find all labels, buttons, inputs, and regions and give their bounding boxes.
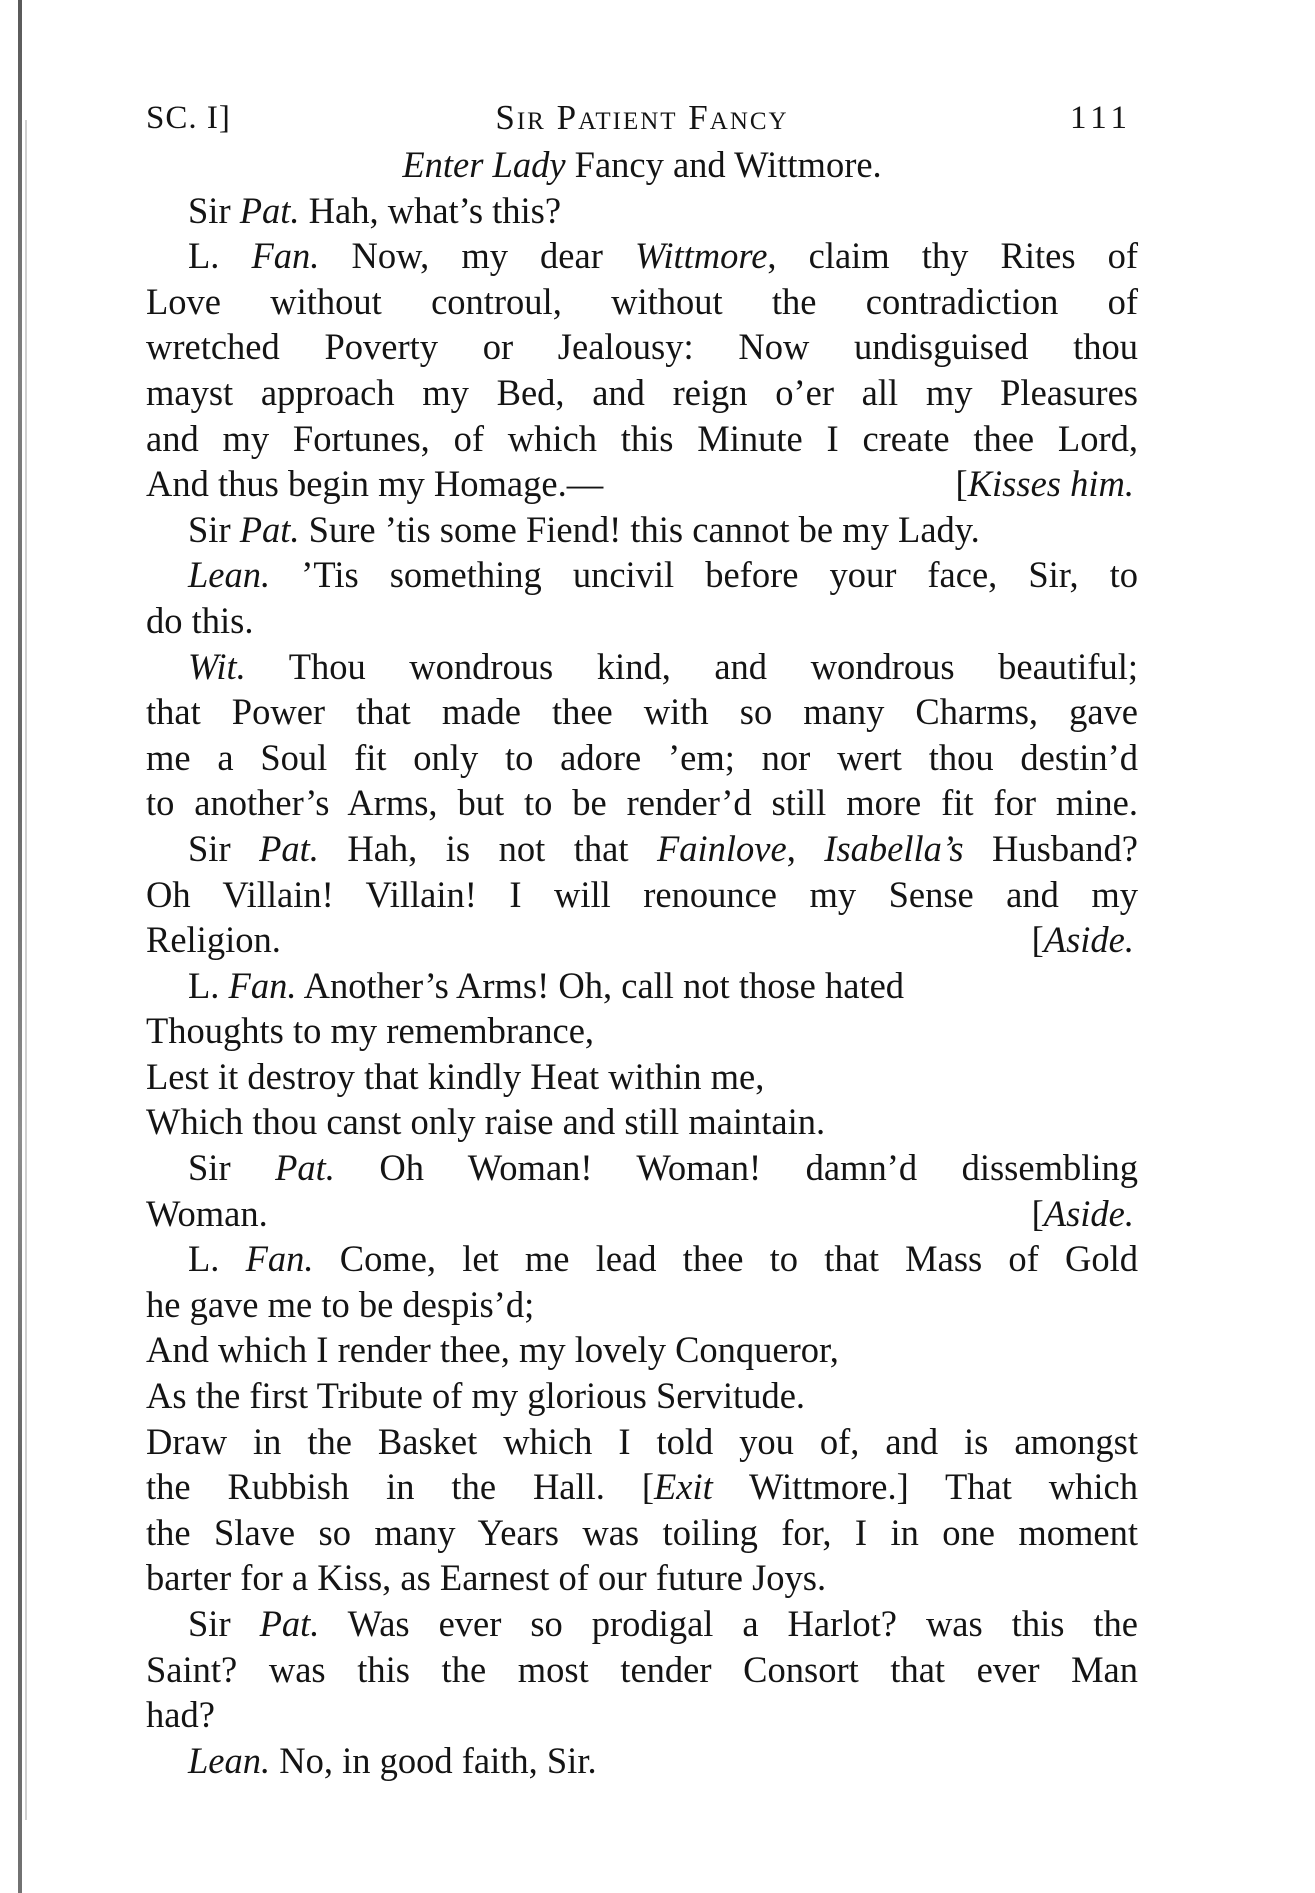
speaker-name: Lean. bbox=[188, 554, 271, 596]
speech-text: Husband? bbox=[963, 827, 1138, 869]
speech-line: Saint? was this the most tender Consort that ever Man bbox=[146, 1648, 1138, 1690]
character-name: Wittmore bbox=[634, 235, 768, 277]
speech-line: Draw in the Basket which I told you of, and is amongst bbox=[146, 1420, 1138, 1462]
speaker-name: Pat. bbox=[275, 1147, 335, 1189]
speaker-prefix: Sir bbox=[188, 508, 240, 550]
stage-direction-aside: [Aside. bbox=[1031, 919, 1134, 961]
speech-text: No, in good faith, Sir. bbox=[270, 1739, 597, 1781]
speech-text: Thou wondrous kind, and wondrous beautiful; bbox=[245, 645, 1138, 687]
speech-line: to another’s Arms, but to be render’d still more fit for mine. bbox=[146, 782, 1138, 824]
book-binding-edge bbox=[18, 0, 22, 1893]
play-text bbox=[146, 142, 1138, 1783]
book-binding-shadow bbox=[25, 120, 27, 1820]
speaker-prefix: L. bbox=[188, 964, 229, 1006]
speech-text: Hah, is not that bbox=[318, 827, 657, 869]
speech-line: Which thou canst only raise and still maintain. bbox=[146, 1101, 826, 1143]
speech-text: Woman. bbox=[146, 1192, 268, 1234]
stage-direction-names: Fancy and Wittmore. bbox=[565, 144, 882, 185]
running-title: Sir Patient Fancy bbox=[495, 98, 789, 137]
speech-line bbox=[146, 917, 1138, 963]
speech-line bbox=[146, 1191, 1138, 1237]
speech-text: Wittmore.] That which bbox=[712, 1466, 1138, 1508]
speech-line bbox=[146, 461, 1138, 507]
speech-text: Another’s Arms! Oh, call not those hated bbox=[296, 964, 905, 1006]
speaker-name: Pat. bbox=[259, 1603, 320, 1644]
stage-direction-aside: [Aside. bbox=[1031, 1192, 1134, 1234]
speech-line: that Power that made thee with so many Charms, gave bbox=[146, 691, 1138, 733]
speech-line: the Slave so many Years was toiling for, I in one moment bbox=[146, 1511, 1138, 1553]
scene-marker: SC. I] bbox=[146, 100, 231, 136]
speech-text: ’Tis something uncivil before your face, Sir, to bbox=[270, 554, 1138, 596]
page-number: 111 bbox=[1069, 100, 1132, 136]
speech-line: and my Fortunes, of which this Minute I create thee Lord, bbox=[146, 417, 1138, 459]
speech-line: had? bbox=[146, 1694, 215, 1736]
speech-text: And thus begin my Homage.— bbox=[146, 463, 604, 505]
speech-text: Come, let me lead thee to that Mass of Gold bbox=[313, 1238, 1139, 1280]
speech-text: , claim thy Rites of bbox=[767, 235, 1139, 277]
speech-line bbox=[146, 963, 1138, 1009]
speech-line bbox=[146, 1738, 1138, 1784]
stage-direction-italic: Enter Lady bbox=[402, 144, 566, 185]
speech-line: Thoughts to my remembrance, bbox=[146, 1010, 595, 1052]
speech-text: Hah, what’s this? bbox=[299, 189, 562, 231]
speaker-prefix: Sir bbox=[188, 827, 260, 869]
speech-line bbox=[146, 1145, 1138, 1191]
speaker-name: Fan. bbox=[245, 1238, 314, 1280]
speech-text: Was ever so prodigal a Harlot? was this the bbox=[319, 1603, 1138, 1644]
speech-text: Religion. bbox=[146, 919, 281, 961]
speech-line bbox=[146, 507, 1138, 553]
speech-line bbox=[146, 644, 1138, 690]
speech-line: Oh Villain! Villain! I will renounce my Sense and my bbox=[146, 873, 1138, 915]
speaker-name: Lean. bbox=[188, 1739, 271, 1781]
speech-line bbox=[146, 233, 1138, 279]
speaker-name: Fan. bbox=[228, 964, 297, 1006]
speech-line: he gave me to be despis’d; bbox=[146, 1283, 535, 1325]
speech-line: And which I render thee, my lovely Conqueror, bbox=[146, 1329, 839, 1371]
speech-text: Sure ’tis some Fiend! this cannot be my Lady. bbox=[299, 508, 980, 550]
speech-text: Now, my dear bbox=[319, 235, 635, 277]
speaker-name: Pat. bbox=[239, 508, 300, 550]
speech-line bbox=[146, 826, 1138, 872]
speech-text: the Rubbish in the Hall. [ bbox=[146, 1466, 654, 1508]
speech-line: Love without controul, without the contradiction of bbox=[146, 280, 1138, 322]
speaker-name: Fan. bbox=[251, 235, 320, 277]
speaker-name: Pat. bbox=[239, 189, 300, 231]
speaker-prefix: Sir bbox=[188, 1147, 276, 1189]
stage-direction-line bbox=[146, 142, 1138, 188]
character-name: Fainlove bbox=[656, 827, 787, 869]
speaker-name: Wit. bbox=[188, 645, 246, 687]
stage-direction-exit: Exit bbox=[654, 1466, 713, 1508]
running-header bbox=[146, 94, 1138, 142]
character-name: Isabella’s bbox=[824, 827, 964, 869]
stage-direction-aside: [Kisses him. bbox=[955, 463, 1134, 505]
speech-text: , bbox=[786, 827, 825, 869]
speaker-name: Pat. bbox=[259, 827, 319, 869]
speaker-prefix: Sir bbox=[188, 189, 240, 231]
speech-line: me a Soul fit only to adore ’em; nor wert thou destin’d bbox=[146, 736, 1138, 778]
book-page bbox=[146, 94, 1138, 1783]
speech-text: Oh Woman! Woman! damn’d dissembling bbox=[334, 1147, 1138, 1189]
speech-line bbox=[146, 1601, 1138, 1647]
speech-line: barter for a Kiss, as Earnest of our future Joys. bbox=[146, 1557, 827, 1599]
speech-line bbox=[146, 1464, 1138, 1510]
speech-line bbox=[146, 188, 1138, 234]
speaker-prefix: Sir bbox=[188, 1603, 260, 1644]
speech-line bbox=[146, 552, 1138, 598]
speech-line: mayst approach my Bed, and reign o’er all my Pleasures bbox=[146, 371, 1138, 413]
speaker-prefix: L. bbox=[188, 1238, 246, 1280]
speech-line: Lest it destroy that kindly Heat within me, bbox=[146, 1055, 765, 1097]
speech-line: do this. bbox=[146, 599, 254, 641]
speech-line bbox=[146, 1236, 1138, 1282]
speech-line: wretched Poverty or Jealousy: Now undisguised thou bbox=[146, 326, 1138, 368]
speaker-prefix: L. bbox=[188, 235, 252, 277]
speech-line: As the first Tribute of my glorious Servitude. bbox=[146, 1375, 806, 1417]
